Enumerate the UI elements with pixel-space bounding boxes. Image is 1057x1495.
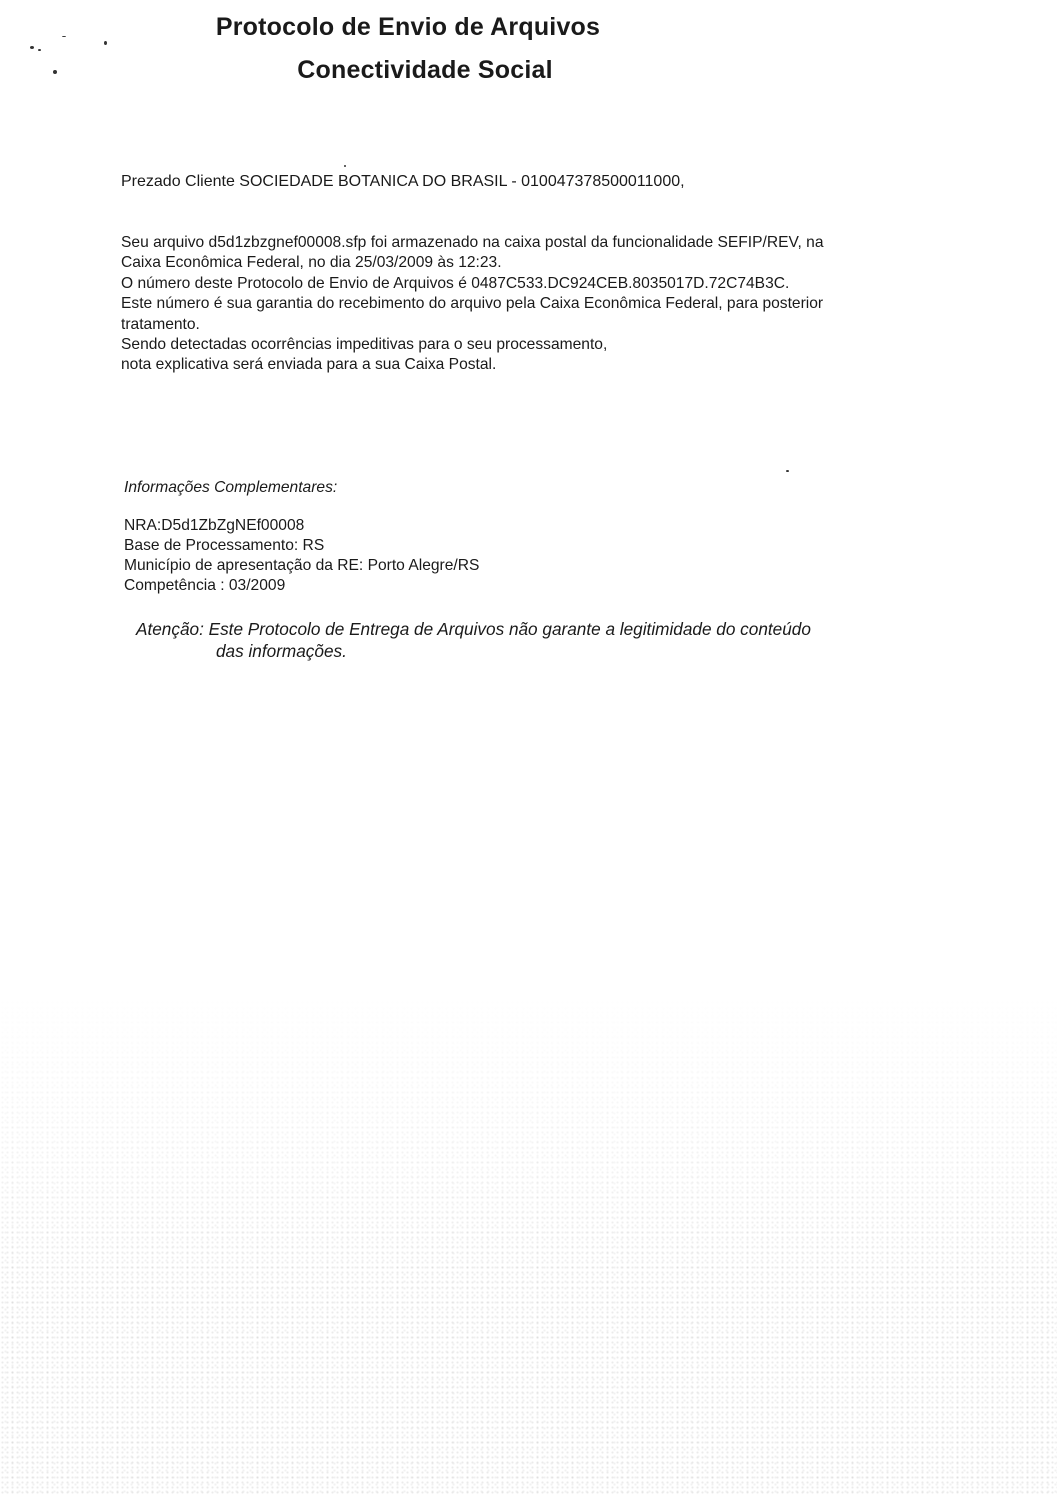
info-heading: Informações Complementares: (124, 479, 338, 496)
body-line: Seu arquivo d5d1zbzgnef00008.sfp foi armazenado na caixa postal da funcionalidade SEFIP/REV, na (121, 234, 824, 251)
speck (786, 470, 789, 472)
speck (30, 46, 34, 49)
document-title: Protocolo de Envio de Arquivos (215, 13, 601, 41)
speck (38, 49, 41, 51)
info-line-nra: NRA:D5d1ZbZgNEf00008 (124, 517, 305, 534)
greeting-line: Prezado Cliente SOCIEDADE BOTANICA DO BRASIL - 010047378500011000, (121, 173, 685, 190)
attention-line-1: Atenção: Este Protocolo de Entrega de Arquivos não garante a legitimidade do conteúdo (136, 619, 811, 639)
body-line: Este número é sua garantia do recebimento do arquivo pela Caixa Econômica Federal, para posterior (121, 295, 824, 313)
speck (344, 165, 346, 167)
body-line: Caixa Econômica Federal, no dia 25/03/2009 às 12:23. (121, 254, 502, 272)
body-line: Sendo detectadas ocorrências impeditivas para o seu processamento, (121, 335, 608, 353)
attention-line-2: das informações. (216, 641, 347, 661)
body-paragraph (121, 233, 824, 376)
body-line: tratamento. (121, 315, 200, 333)
body-line: O número deste Protocolo de Envio de Arquivos é 0487C533.DC924CEB.8035017D.72C74B3C. (121, 274, 790, 292)
info-line-base: Base de Processamento: RS (124, 537, 325, 554)
info-line-municipio: Município de apresentação da RE: Porto Alegre/RS (124, 557, 480, 574)
body-line: nota explicativa será enviada para a sua Caixa Postal. (121, 356, 497, 374)
attention-notice (136, 618, 811, 662)
scan-grain (0, 995, 1057, 1495)
info-line-competencia: Competência : 03/2009 (124, 577, 286, 594)
info-list (124, 516, 479, 596)
document-subtitle: Conectividade Social (297, 56, 553, 84)
